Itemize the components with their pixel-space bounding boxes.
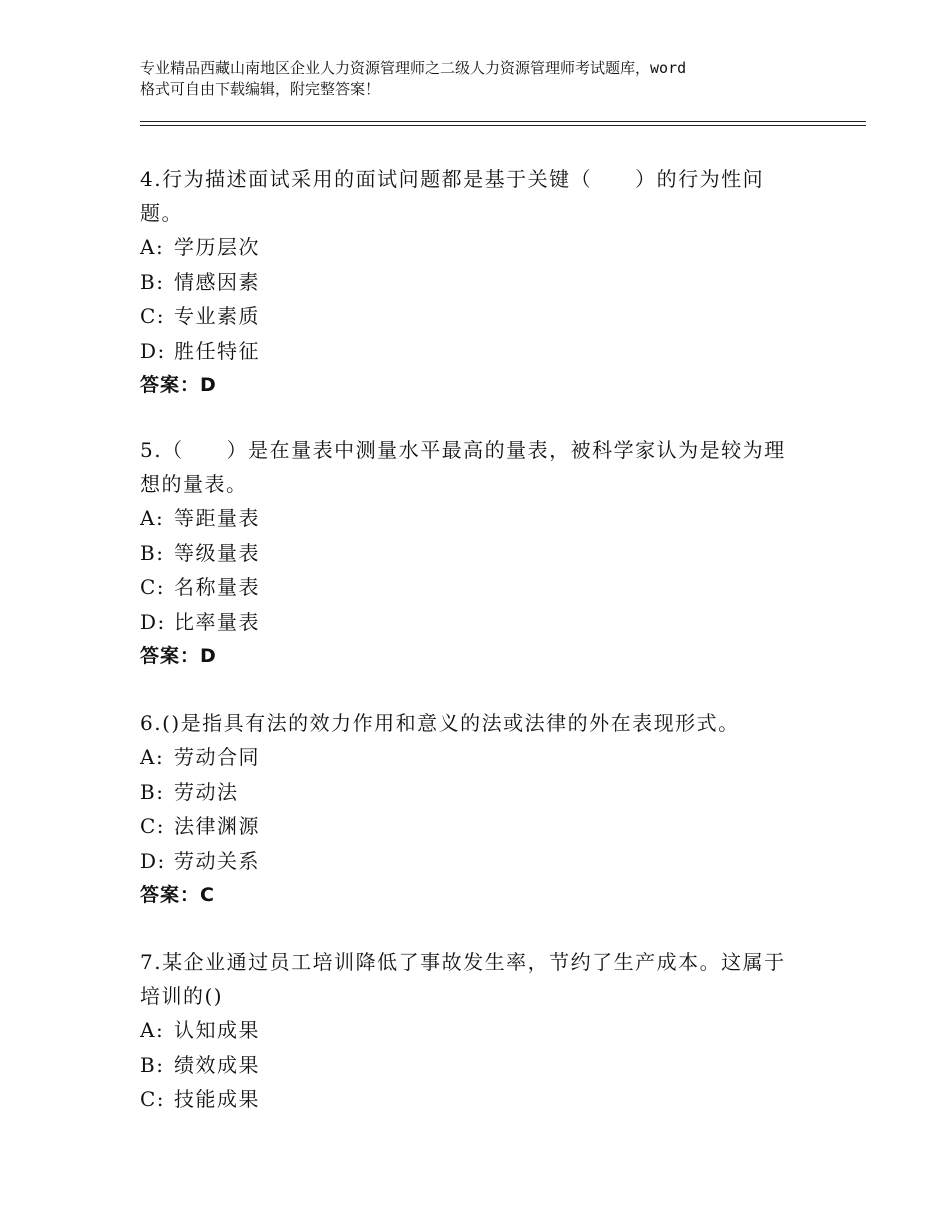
- option-a: [140, 501, 820, 536]
- option-c: [140, 570, 820, 605]
- question-stem-line-1: 4.行为描述面试采用的面试问题都是基于关键（ ）的行为性问: [140, 167, 765, 191]
- option-letter: B:: [140, 540, 165, 565]
- option-text: 劳动合同: [174, 745, 260, 769]
- document-header: [140, 58, 840, 100]
- option-text: 胜任特征: [174, 338, 260, 363]
- option-text: 等距量表: [174, 506, 260, 530]
- question-stem-line-2: 题。: [140, 201, 183, 225]
- question-stem-line-1: 6.()是指具有法的效力作用和意义的法或法律的外在表现形式。: [140, 711, 740, 735]
- option-text: 学历层次: [174, 235, 260, 259]
- question-7: [140, 945, 820, 1117]
- question-stem-line-1: 7.某企业通过员工培训降低了事故发生率，节约了生产成本。这属于: [140, 950, 786, 974]
- option-letter: D:: [140, 609, 166, 634]
- option-letter: C:: [140, 304, 166, 328]
- option-letter: B:: [140, 779, 165, 804]
- option-d: [140, 605, 820, 640]
- answer: 答案：C: [140, 884, 215, 906]
- option-text: 名称量表: [174, 575, 260, 599]
- question-4: [140, 162, 820, 402]
- option-text: 技能成果: [174, 1087, 260, 1111]
- option-letter: A:: [140, 506, 165, 530]
- option-b: [140, 265, 820, 300]
- option-b: [140, 775, 820, 810]
- option-letter: C:: [140, 575, 166, 599]
- option-text: 认知成果: [174, 1018, 260, 1042]
- option-letter: C:: [140, 814, 166, 838]
- header-line-1: 专业精品西藏山南地区企业人力资源管理师之二级人力资源管理师考试题库，word: [140, 59, 687, 77]
- header-line-2: 格式可自由下载编辑，附完整答案！: [140, 80, 381, 98]
- question-stem-line-1: 5.（ ）是在量表中测量水平最高的量表，被科学家认为是较为理: [140, 438, 786, 462]
- option-d: [140, 334, 820, 369]
- option-text: 情感因素: [174, 269, 260, 294]
- option-c: [140, 809, 820, 844]
- question-stem-line-2: 培训的(): [140, 984, 224, 1008]
- option-letter: D:: [140, 338, 166, 363]
- option-letter: B:: [140, 269, 165, 294]
- option-letter: D:: [140, 848, 166, 873]
- answer: 答案：D: [140, 645, 217, 667]
- option-c: [140, 299, 820, 334]
- header-divider-bottom: [140, 125, 866, 126]
- option-c: [140, 1082, 820, 1117]
- question-stem-line-2: 想的量表。: [140, 472, 248, 496]
- option-b: [140, 536, 820, 571]
- option-letter: C:: [140, 1087, 166, 1111]
- option-d: [140, 844, 820, 879]
- option-letter: B:: [140, 1052, 165, 1077]
- option-text: 等级量表: [174, 540, 260, 565]
- option-b: [140, 1048, 820, 1083]
- question-6: [140, 706, 820, 912]
- header-divider-top: [140, 121, 866, 122]
- answer: 答案：D: [140, 374, 217, 396]
- question-5: [140, 433, 820, 673]
- option-text: 绩效成果: [174, 1052, 260, 1077]
- option-a: [140, 740, 820, 775]
- option-letter: A:: [140, 745, 165, 769]
- option-text: 专业素质: [174, 304, 260, 328]
- option-a: [140, 1013, 820, 1048]
- option-a: [140, 230, 820, 265]
- option-text: 法律渊源: [174, 814, 260, 838]
- option-letter: A:: [140, 235, 165, 259]
- option-text: 劳动法: [174, 779, 239, 804]
- option-text: 劳动关系: [174, 848, 260, 873]
- option-text: 比率量表: [174, 609, 260, 634]
- option-letter: A:: [140, 1018, 165, 1042]
